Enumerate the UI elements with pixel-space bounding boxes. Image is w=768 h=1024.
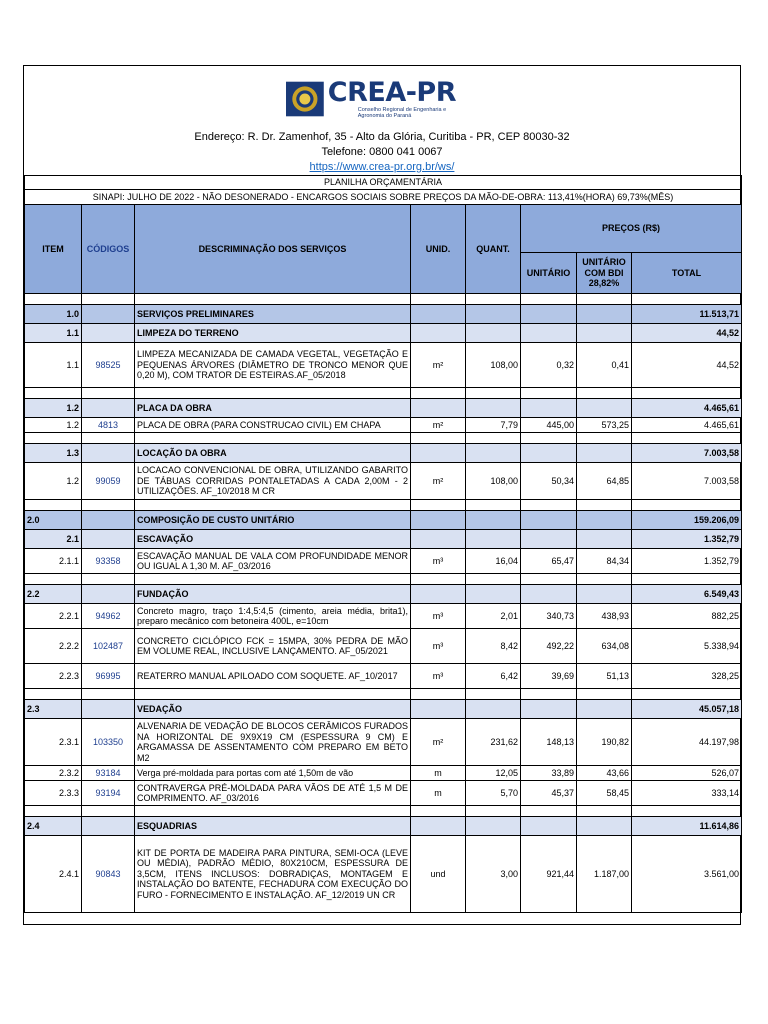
unit-price-cell: 50,34 [521, 463, 577, 500]
empty-cell [135, 433, 411, 444]
empty-cell [25, 689, 82, 700]
empty-cell [25, 806, 82, 817]
empty-cell [135, 806, 411, 817]
col-codes: CÓDIGOS [82, 205, 135, 294]
empty-cell [466, 817, 521, 836]
spacer-row [25, 388, 742, 399]
unit-price-cell: 340,73 [521, 604, 577, 629]
service-description: CONCRETO CICLÓPICO FCK = 15MPA, 30% PEDRA DE MÃO EM VOLUME REAL, INCLUSIVE LANÇAMENTO. AF_05/2021 [135, 629, 411, 664]
unit-bdi-price-cell: 64,85 [577, 463, 632, 500]
quantity-cell: 108,00 [466, 343, 521, 388]
unit-price-cell: 0,32 [521, 343, 577, 388]
service-description: LOCACAO CONVENCIONAL DE OBRA, UTILIZANDO GABARITO DE TÁBUAS CORRIDAS PONTALETADAS A CADA 2,00M - 2 UTILIZAÇÕES. AF_10/2018 M CR [135, 463, 411, 500]
quantity-cell: 5,70 [466, 781, 521, 806]
section-title: LOCAÇÃO DA OBRA [135, 444, 411, 463]
quantity-cell: 3,00 [466, 836, 521, 913]
section-total: 45.057,18 [632, 700, 742, 719]
budget-sheet [23, 65, 741, 925]
empty-cell [411, 511, 466, 530]
section-total: 11.513,71 [632, 305, 742, 324]
sinapi-code: 98525 [82, 343, 135, 388]
document-header [24, 66, 740, 176]
section-title: PLACA DA OBRA [135, 399, 411, 418]
sinapi-code: 96995 [82, 664, 135, 689]
empty-cell [521, 817, 577, 836]
empty-cell [577, 444, 632, 463]
unit-cell: m³ [411, 629, 466, 664]
empty-cell [466, 689, 521, 700]
service-row [25, 719, 742, 766]
item-number: 2.2.2 [25, 629, 82, 664]
service-description: Verga pré-moldada para portas com até 1,50m de vão [135, 766, 411, 781]
empty-cell [411, 324, 466, 343]
unit-price-cell: 45,37 [521, 781, 577, 806]
total-cell: 4.465,61 [632, 418, 742, 433]
item-number: 2.3.1 [25, 719, 82, 766]
item-number: 2.0 [25, 511, 82, 530]
empty-cell [411, 388, 466, 399]
empty-cell [411, 500, 466, 511]
empty-cell [135, 689, 411, 700]
sinapi-code: 94962 [82, 604, 135, 629]
spacer-row [25, 433, 742, 444]
empty-cell [82, 399, 135, 418]
empty-cell [411, 433, 466, 444]
empty-cell [577, 806, 632, 817]
sinapi-code: 90843 [82, 836, 135, 913]
empty-cell [25, 574, 82, 585]
service-description: LIMPEZA MECANIZADA DE CAMADA VEGETAL, VEGETAÇÃO E PEQUENAS ÁRVORES (DIÂMETRO DE TRONCO MENOR QUE 0,20 M), COM TRATOR DE ESTEIRAS.AF_05/2018 [135, 343, 411, 388]
item-number: 2.1.1 [25, 549, 82, 574]
empty-cell [577, 689, 632, 700]
unit-cell: m [411, 781, 466, 806]
total-cell: 3.561,00 [632, 836, 742, 913]
logo-subtitle: Conselho Regional de Engenharia e Agronomia do Paraná [357, 107, 447, 119]
unit-cell: m³ [411, 664, 466, 689]
item-number: 2.2.3 [25, 664, 82, 689]
empty-cell [577, 700, 632, 719]
empty-cell [411, 817, 466, 836]
total-cell: 526,07 [632, 766, 742, 781]
empty-cell [466, 399, 521, 418]
empty-cell [632, 689, 742, 700]
item-number: 2.1 [25, 530, 82, 549]
service-row [25, 463, 742, 500]
unit-cell: m [411, 766, 466, 781]
item-number: 2.3.3 [25, 781, 82, 806]
budget-table [24, 175, 742, 913]
col-desc: DESCRIMINAÇÃO DOS SERVIÇOS [135, 205, 411, 294]
item-number: 1.2 [25, 399, 82, 418]
empty-cell [25, 433, 82, 444]
empty-cell [466, 700, 521, 719]
total-cell: 882,25 [632, 604, 742, 629]
section-title: COMPOSIÇÃO DE CUSTO UNITÁRIO [135, 511, 411, 530]
empty-cell [82, 305, 135, 324]
empty-cell [25, 388, 82, 399]
unit-price-cell: 445,00 [521, 418, 577, 433]
empty-cell [466, 388, 521, 399]
service-row [25, 549, 742, 574]
empty-cell [632, 433, 742, 444]
item-number: 2.2 [25, 585, 82, 604]
empty-cell [135, 388, 411, 399]
empty-cell [577, 388, 632, 399]
unit-bdi-price-cell: 573,25 [577, 418, 632, 433]
subsection-row [25, 817, 742, 836]
empty-cell [466, 574, 521, 585]
empty-cell [82, 444, 135, 463]
empty-cell [82, 500, 135, 511]
unit-cell: m² [411, 343, 466, 388]
empty-cell [466, 444, 521, 463]
section-total: 159.206,09 [632, 511, 742, 530]
logo-title: CREA-PR [327, 77, 456, 108]
empty-cell [82, 689, 135, 700]
empty-cell [411, 806, 466, 817]
section-total: 11.614,86 [632, 817, 742, 836]
sinapi-code: 102487 [82, 629, 135, 664]
empty-cell [135, 500, 411, 511]
service-row [25, 604, 742, 629]
col-unit-price: UNITÁRIO [521, 253, 577, 294]
spacer-row [25, 689, 742, 700]
empty-cell [577, 530, 632, 549]
unit-cell: m³ [411, 549, 466, 574]
col-total: TOTAL [632, 253, 742, 294]
sheet-title: PLANILHA ORÇAMENTÁRIA [25, 176, 742, 190]
item-number: 1.3 [25, 444, 82, 463]
empty-cell [577, 511, 632, 530]
col-item: ITEM [25, 205, 82, 294]
service-row [25, 343, 742, 388]
total-cell: 333,14 [632, 781, 742, 806]
empty-cell [521, 388, 577, 399]
quantity-cell: 12,05 [466, 766, 521, 781]
subsection-row [25, 585, 742, 604]
service-row [25, 629, 742, 664]
phone-line: Telefone: 0800 041 0067 [321, 146, 443, 158]
empty-cell [521, 530, 577, 549]
quantity-cell: 8,42 [466, 629, 521, 664]
empty-cell [82, 511, 135, 530]
section-title: SERVIÇOS PRELIMINARES [135, 305, 411, 324]
unit-bdi-price-cell: 84,34 [577, 549, 632, 574]
unit-price-cell: 65,47 [521, 549, 577, 574]
empty-cell [521, 806, 577, 817]
empty-cell [466, 511, 521, 530]
empty-cell [466, 530, 521, 549]
subsection-row [25, 324, 742, 343]
service-row [25, 418, 742, 433]
unit-price-cell: 148,13 [521, 719, 577, 766]
empty-cell [577, 585, 632, 604]
unit-price-cell: 33,89 [521, 766, 577, 781]
empty-cell [82, 574, 135, 585]
unit-cell: m² [411, 418, 466, 433]
unit-price-cell: 921,44 [521, 836, 577, 913]
empty-cell [82, 433, 135, 444]
section-row [25, 511, 742, 530]
subsection-row [25, 399, 742, 418]
empty-cell [411, 444, 466, 463]
item-number: 2.3 [25, 700, 82, 719]
unit-bdi-price-cell: 438,93 [577, 604, 632, 629]
website-link[interactable]: https://www.crea-pr.org.br/ws/ [309, 161, 455, 173]
empty-cell [411, 574, 466, 585]
unit-bdi-price-cell: 0,41 [577, 343, 632, 388]
empty-cell [632, 806, 742, 817]
item-number: 1.0 [25, 305, 82, 324]
item-number: 1.2 [25, 418, 82, 433]
empty-cell [82, 530, 135, 549]
service-description: PLACA DE OBRA (PARA CONSTRUCAO CIVIL) EM CHAPA [135, 418, 411, 433]
sinapi-code: 103350 [82, 719, 135, 766]
quantity-cell: 108,00 [466, 463, 521, 500]
quantity-cell: 16,04 [466, 549, 521, 574]
total-cell: 5.338,94 [632, 629, 742, 664]
spacer-row [25, 806, 742, 817]
empty-cell [466, 433, 521, 444]
item-number: 2.3.2 [25, 766, 82, 781]
empty-cell [577, 817, 632, 836]
empty-cell [466, 305, 521, 324]
section-total: 4.465,61 [632, 399, 742, 418]
col-unit: UNID. [411, 205, 466, 294]
item-number: 1.1 [25, 343, 82, 388]
sinapi-code: 4813 [82, 418, 135, 433]
unit-bdi-price-cell: 58,45 [577, 781, 632, 806]
sinapi-code: 93358 [82, 549, 135, 574]
col-qty: QUANT. [466, 205, 521, 294]
col-unit-bdi: UNITÁRIO COM BDI 28,82% [577, 253, 632, 294]
unit-bdi-price-cell: 634,08 [577, 629, 632, 664]
item-number: 1.1 [25, 324, 82, 343]
service-row [25, 664, 742, 689]
empty-cell [521, 511, 577, 530]
unit-bdi-price-cell: 190,82 [577, 719, 632, 766]
empty-cell [521, 500, 577, 511]
section-title: LIMPEZA DO TERRENO [135, 324, 411, 343]
empty-cell [521, 399, 577, 418]
unit-cell: m² [411, 719, 466, 766]
empty-cell [577, 399, 632, 418]
empty-cell [466, 324, 521, 343]
empty-cell [82, 817, 135, 836]
empty-cell [521, 700, 577, 719]
unit-cell: und [411, 836, 466, 913]
empty-cell [521, 585, 577, 604]
empty-cell [411, 305, 466, 324]
unit-bdi-price-cell: 43,66 [577, 766, 632, 781]
quantity-cell: 6,42 [466, 664, 521, 689]
empty-cell [577, 433, 632, 444]
empty-cell [411, 700, 466, 719]
total-cell: 1.352,79 [632, 549, 742, 574]
empty-cell [466, 500, 521, 511]
empty-cell [82, 585, 135, 604]
quantity-cell: 231,62 [466, 719, 521, 766]
total-cell: 44.197,98 [632, 719, 742, 766]
sinapi-line: SINAPI: JULHO DE 2022 - NÃO DESONERADO - ENCARGOS SOCIAIS SOBRE PREÇOS DA MÃO-DE-OBRA: 113,41%(HORA) 69,73%(MÊS) [25, 190, 742, 205]
empty-cell [25, 500, 82, 511]
service-description: KIT DE PORTA DE MADEIRA PARA PINTURA, SEMI-OCA (LEVE OU MÉDIA), PADRÃO MÉDIO, 80X210CM, ESPESSURA DE 3,5CM, ITENS INCLUSOS: DOBRADIÇAS, MONTAGEM E INSTALAÇÃO DO BATENTE, FECHADURA COM EXECUÇÃO DO FURO - FORNECIMENTO E INSTALAÇÃO. AF_12/2019 UN CR [135, 836, 411, 913]
section-title: ESQUADRIAS [135, 817, 411, 836]
empty-cell [521, 433, 577, 444]
total-cell: 44,52 [632, 343, 742, 388]
unit-price-cell: 39,69 [521, 664, 577, 689]
empty-cell [577, 324, 632, 343]
sinapi-code: 93194 [82, 781, 135, 806]
total-cell: 7.003,58 [632, 463, 742, 500]
empty-cell [521, 574, 577, 585]
subsection-row [25, 444, 742, 463]
empty-cell [466, 585, 521, 604]
empty-cell [632, 500, 742, 511]
quantity-cell: 7,79 [466, 418, 521, 433]
col-prices: PREÇOS (R$) [521, 205, 742, 253]
spacer-row [25, 500, 742, 511]
section-total: 44,52 [632, 324, 742, 343]
section-row [25, 305, 742, 324]
unit-bdi-price-cell: 1.187,00 [577, 836, 632, 913]
service-description: REATERRO MANUAL APILOADO COM SOQUETE. AF_10/2017 [135, 664, 411, 689]
empty-cell [82, 324, 135, 343]
empty-cell [82, 700, 135, 719]
section-total: 6.549,43 [632, 585, 742, 604]
empty-cell [82, 388, 135, 399]
service-description: CONTRAVERGA PRÉ-MOLDADA PARA VÃOS DE ATÉ 1,5 M DE COMPRIMENTO. AF_03/2016 [135, 781, 411, 806]
empty-cell [577, 305, 632, 324]
service-row [25, 781, 742, 806]
unit-bdi-price-cell: 51,13 [577, 664, 632, 689]
empty-cell [411, 399, 466, 418]
service-description: ALVENARIA DE VEDAÇÃO DE BLOCOS CERÂMICOS FURADOS NA HORIZONTAL DE 9X9X19 CM (ESPESSURA 9 CM) E ARGAMASSA DE ASSENTAMENTO COM PREPARO EM BETO M2 [135, 719, 411, 766]
empty-cell [577, 574, 632, 585]
unit-price-cell: 492,22 [521, 629, 577, 664]
empty-cell [411, 530, 466, 549]
spacer-row [25, 574, 742, 585]
empty-cell [632, 388, 742, 399]
item-number: 2.2.1 [25, 604, 82, 629]
service-description: Concreto magro, traço 1:4,5:4,5 (cimento, areia média, brita1), preparo mecânico com betoneira 400L, e=10cm [135, 604, 411, 629]
item-number: 1.2 [25, 463, 82, 500]
subsection-row [25, 530, 742, 549]
empty-cell [82, 806, 135, 817]
sinapi-code: 93184 [82, 766, 135, 781]
empty-cell [577, 500, 632, 511]
empty-cell [521, 305, 577, 324]
item-number: 2.4.1 [25, 836, 82, 913]
empty-cell [632, 574, 742, 585]
address-line: Endereço: R. Dr. Zamenhof, 35 - Alto da Glória, Curitiba - PR, CEP 80030-32 [194, 131, 570, 143]
empty-cell [466, 806, 521, 817]
subsection-row [25, 700, 742, 719]
total-cell: 328,25 [632, 664, 742, 689]
empty-cell [521, 689, 577, 700]
sinapi-code: 99059 [82, 463, 135, 500]
crea-seal-icon [286, 77, 324, 121]
empty-cell [411, 585, 466, 604]
section-total: 7.003,58 [632, 444, 742, 463]
empty-cell [521, 324, 577, 343]
item-number: 2.4 [25, 817, 82, 836]
service-row [25, 836, 742, 913]
unit-cell: m³ [411, 604, 466, 629]
empty-cell [521, 444, 577, 463]
crea-pr-logo [286, 74, 464, 124]
quantity-cell: 2,01 [466, 604, 521, 629]
section-title: FUNDAÇÃO [135, 585, 411, 604]
service-row [25, 766, 742, 781]
empty-cell [135, 574, 411, 585]
unit-cell: m² [411, 463, 466, 500]
section-title: ESCAVAÇÃO [135, 530, 411, 549]
section-total: 1.352,79 [632, 530, 742, 549]
empty-cell [411, 689, 466, 700]
service-description: ESCAVAÇÃO MANUAL DE VALA COM PROFUNDIDADE MENOR OU IGUAL A 1,30 M. AF_03/2016 [135, 549, 411, 574]
section-title: VEDAÇÃO [135, 700, 411, 719]
